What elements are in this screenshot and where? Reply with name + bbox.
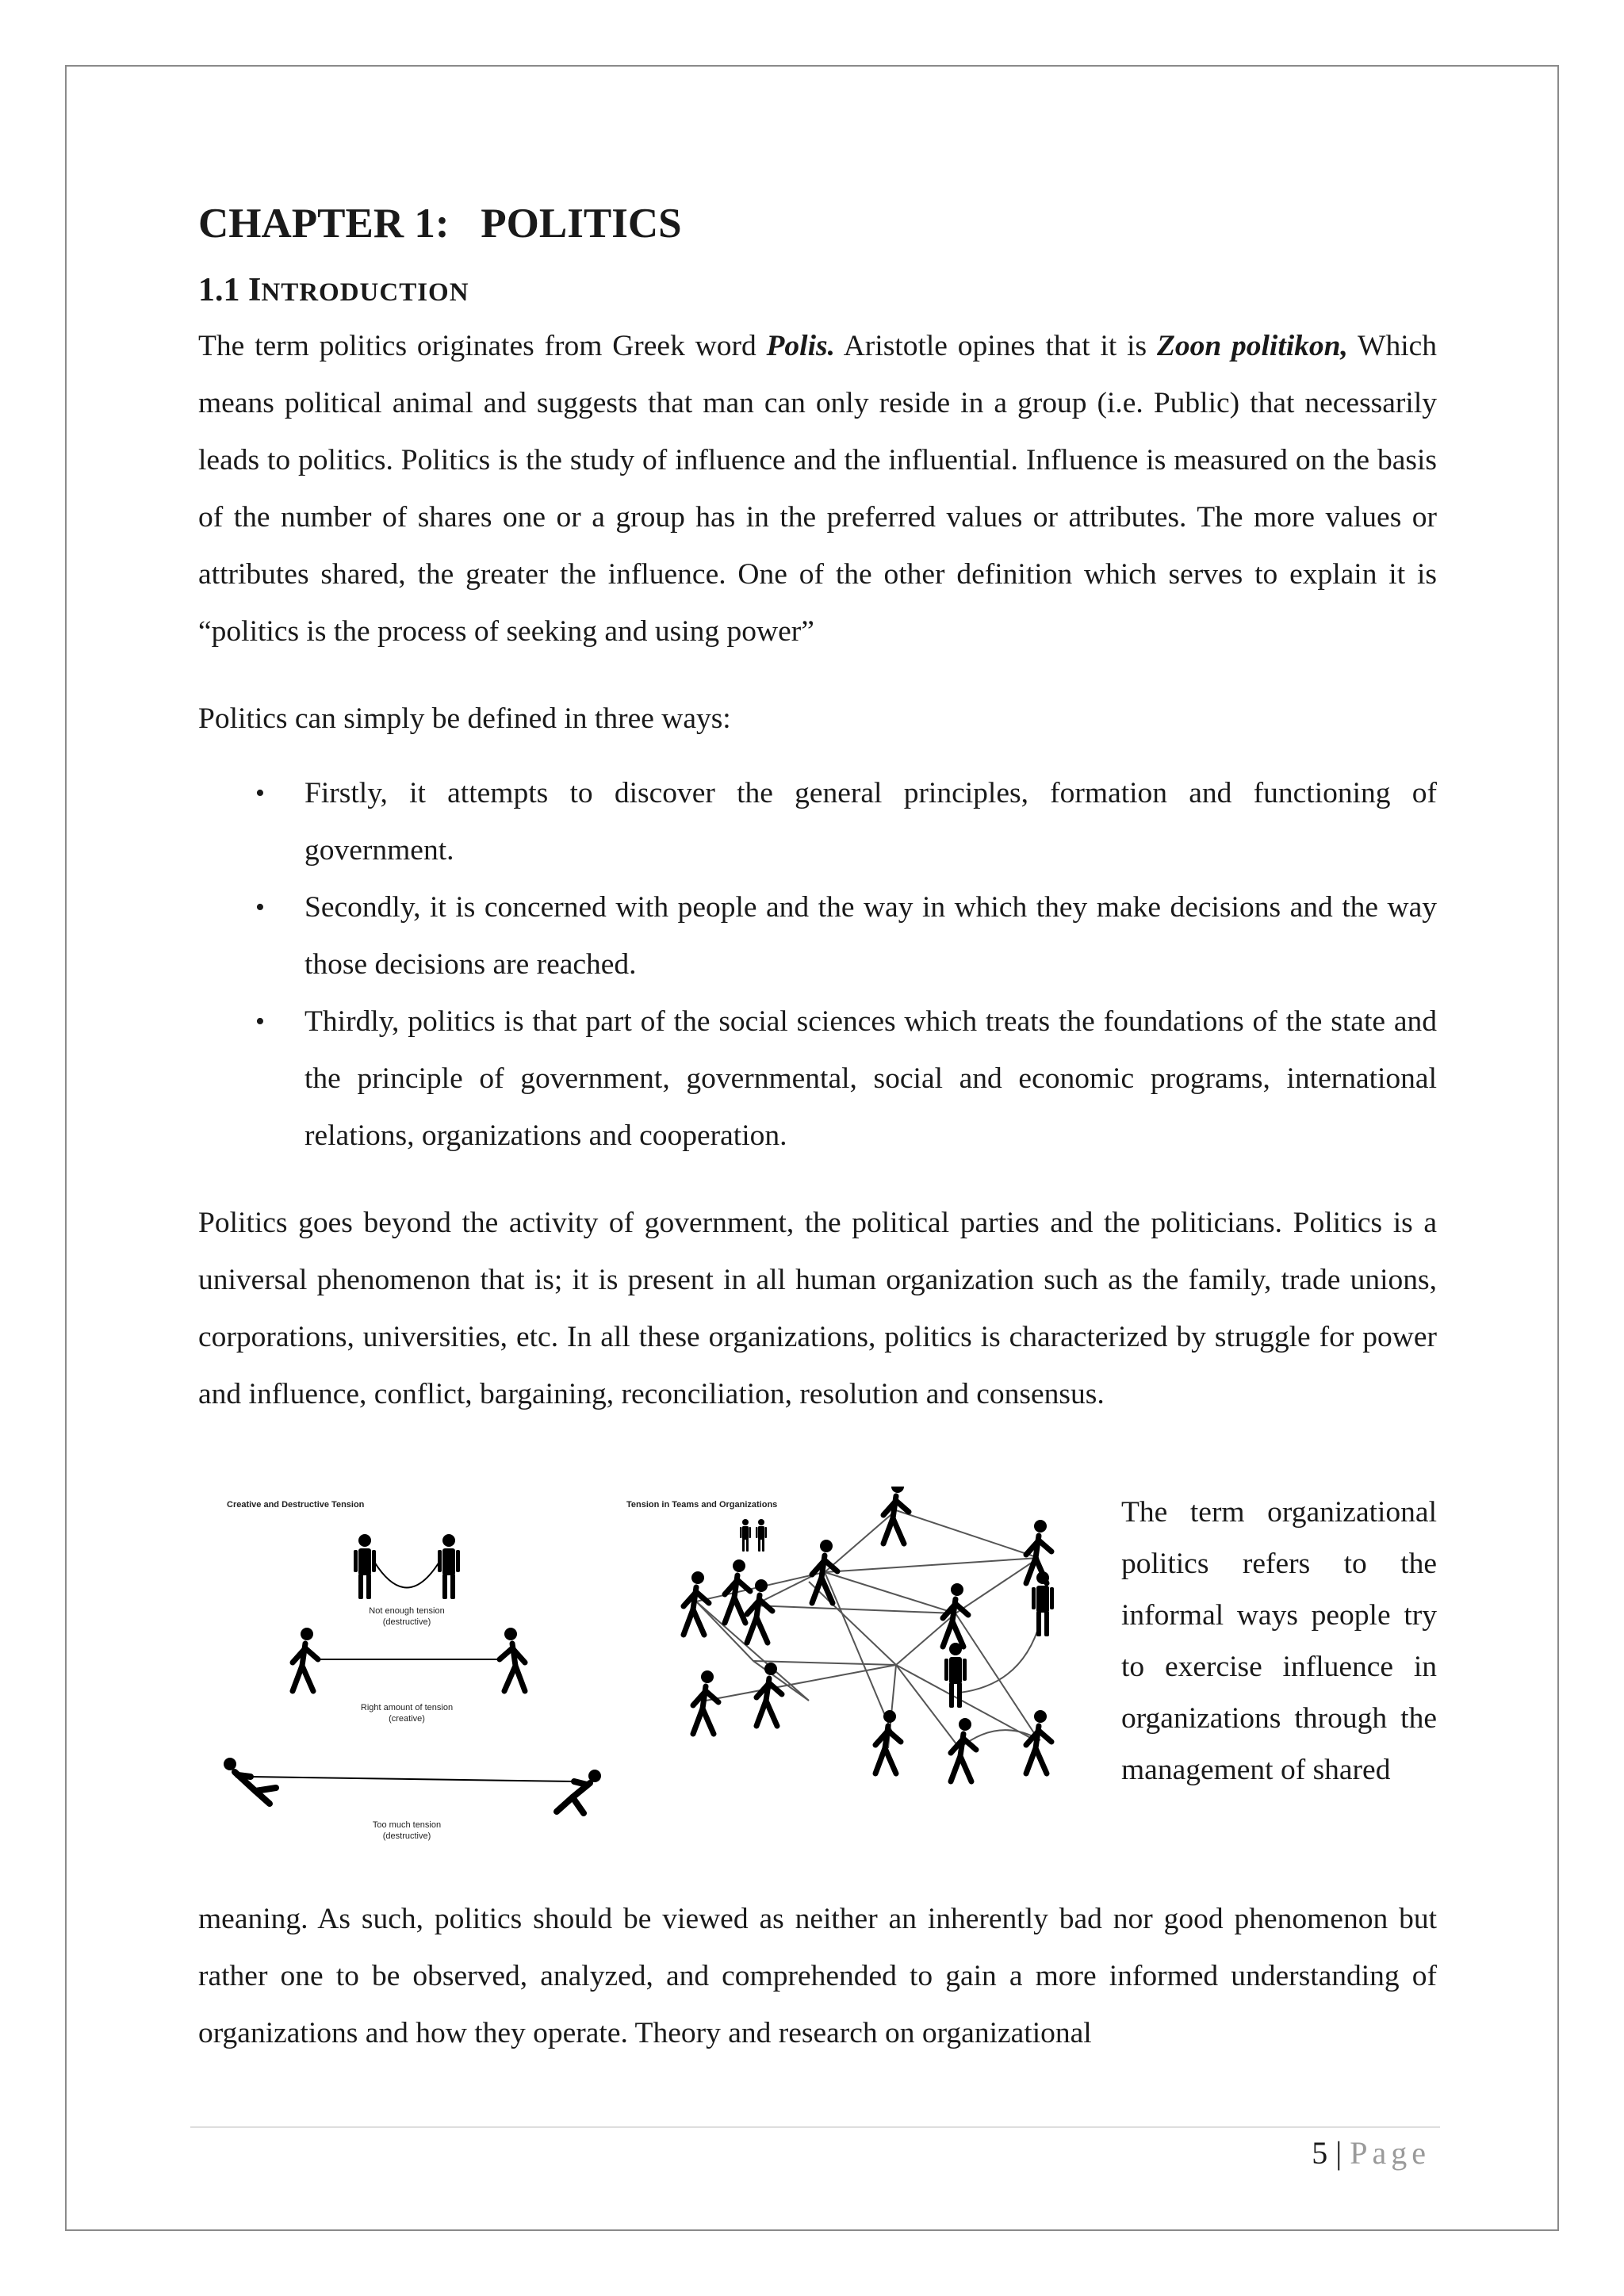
tension-figure <box>198 1487 1082 1891</box>
paragraph-3: meaning. As such, politics should be viewed as neither an inherently bad nor good phenomenon but rather one to be observed, analyzed, and comprehended to gain a more informed understanding of organizations and how they operate. Theory and research on organizational <box>198 1903 1437 2049</box>
caption-not-enough-note: (destructive) <box>382 1617 431 1627</box>
list-item <box>198 993 1437 1165</box>
footer-divider <box>190 2126 1440 2128</box>
organization-network <box>684 1487 1054 1781</box>
list-item <box>198 879 1437 993</box>
intro-text-2: Aristotle opines that it is <box>834 330 1157 362</box>
caption-right-amount-note: (creative) <box>389 1714 425 1724</box>
paragraph-2: Politics goes beyond the activity of government, the political parties and the politicians. Politics is a universal phenomenon that is; it is present in all human organization such as the family, trade unions, corporations, universities, etc. In all these organizations, politics is characterized by struggle for power and influence, conflict, bargaining, reconciliation, resolution and consensus. <box>198 1207 1437 1410</box>
page-content <box>198 198 1437 2062</box>
section-title-rest: NTRODUCTION <box>261 278 469 307</box>
term-zoon-politikon: Zoon politikon, <box>1156 330 1348 362</box>
intro-text-1: The term politics originates from Greek word <box>198 330 767 362</box>
intro-text-3: Which means political animal and suggests that man can only reside in a group (i.e. Public) that necessarily leads to politics. Politics is the study of influence and the influential. Influence is measured on the basis of the number of shares one or a group has in the preferred values or attributes. The more values or attributes shared, the greater the influence. One of the other definition which serves to explain it is “politics is the process of seeking and using power” <box>198 330 1438 648</box>
chapter-title: CHAPTER 1: POLITICS <box>198 201 682 247</box>
figure-left-title: Creative and Destructive Tension <box>227 1500 365 1510</box>
figure-row <box>198 1487 1437 1891</box>
caption-right-amount: Right amount of tension <box>360 1703 454 1712</box>
list-item <box>198 765 1437 879</box>
section-number: 1.1 <box>198 272 240 308</box>
too-much-tension-scene <box>224 1758 601 1841</box>
ways-intro: Politics can simply be defined in three ways: <box>198 702 731 735</box>
caption-not-enough: Not enough tension <box>369 1606 445 1616</box>
intro-paragraph <box>198 318 1437 660</box>
list-item-text: Secondly, it is concerned with people and the way in which they make decisions and the way those decisions are reached. <box>304 891 1437 981</box>
list-item-text: Thirdly, politics is that part of the social sciences which treats the foundations of the state and the principle of government, governmental, social and economic programs, international relations, organizations and cooperation. <box>304 1005 1437 1152</box>
bullet: • <box>255 779 265 808</box>
section-title-initial: I <box>248 272 262 308</box>
section-heading <box>198 265 1437 318</box>
term-polis: Polis. <box>766 330 835 362</box>
bullet: • <box>255 893 265 922</box>
list-item-text: Firstly, it attempts to discover the general principles, formation and functioning of government. <box>304 777 1437 867</box>
figure-side-text: The term organizational politics refers to the informal ways people try to exercise influence in organizations through the management of shared <box>1121 1496 1437 1786</box>
tension-illustration <box>198 1487 1082 1891</box>
page-separator: | <box>1327 2135 1350 2171</box>
caption-too-much-note: (destructive) <box>382 1831 431 1841</box>
right-tension-scene <box>293 1628 525 1724</box>
no-tension-scene <box>354 1534 460 1627</box>
figure-right-title: Tension in Teams and Organizations <box>626 1500 778 1510</box>
bullet: • <box>255 1007 265 1036</box>
page-label: Page <box>1350 2135 1431 2171</box>
page-footer <box>1312 2134 1431 2172</box>
caption-too-much: Too much tension <box>372 1820 442 1830</box>
ways-list <box>198 765 1437 1165</box>
page-number: 5 <box>1312 2135 1328 2171</box>
